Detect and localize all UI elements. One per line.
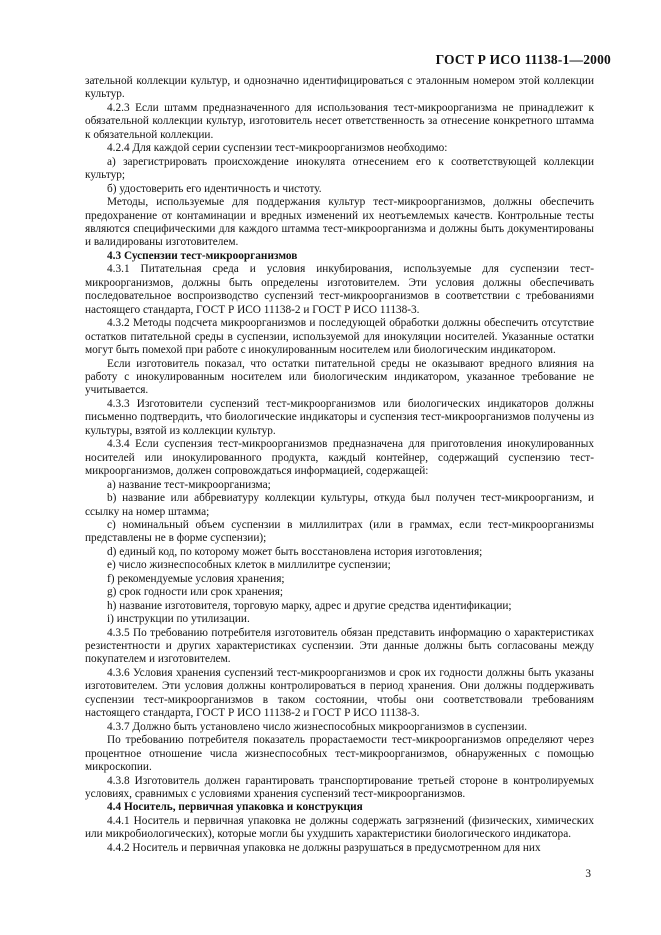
paragraph: 4.2.3 Если штамм предназначенного для использования тест-микроорганизма не принадлежит к обязательной коллекции культур, изготовитель несет ответственность за отнесение конкретного штамма к обязательной коллекции. — [85, 101, 594, 141]
paragraph: 4.3.7 Должно быть установлено число жизнеспособных микроорганизмов в суспензии. — [107, 720, 528, 733]
paragraph: d) единый код, по которому может быть восстановлена история изготовления; — [107, 545, 483, 558]
paragraph: 4.4.2 Носитель и первичная упаковка не должны разрушаться в предусмотренном для них — [107, 841, 541, 854]
paragraph: Методы, используемые для поддержания культур тест-микроорганизмов, должны обеспечить предохранение от контаминации и вредных изменений их неотъемлемых качеств. Контрольные тесты являются специфическими для каждого штамма тест-микроорганизма и должны быть документированы и валидированы изготовителем. — [85, 196, 594, 249]
paragraph: 4.3.4 Если суспензия тест-микроорганизмов предназначена для приготовления инокулированных носителей или инокулированного продукта, каждый контейнер, содержащий суспензию тест-микроорганизмов, должен сопровождаться информацией, содержащей: — [85, 438, 594, 478]
paragraph: По требованию потребителя показатель прорастаемости тест-микроорганизмов определяют через процентное отношение числа жизнеспособных тест-микроорганизмов, обнаруженных с помощью микроскопии. — [85, 734, 594, 774]
paragraph: е) число жизнеспособных клеток в миллилитре суспензии; — [107, 559, 391, 572]
paragraph: зательной коллекции культур, и однозначно идентифицироваться с эталонным номером этой коллекции культур. — [85, 75, 594, 101]
paragraph: а) зарегистрировать происхождение инокулята отнесением его к соответствующей коллекции культур; — [85, 155, 594, 182]
paragraph: f) рекомендуемые условия хранения; — [107, 572, 285, 585]
paragraph: 4.3.6 Условия хранения суспензий тест-микроорганизмов и срок их годности должны быть указаны изготовителем. Эти условия должны контролироваться в период хранения. Они должны поддерживать суспензии тест-микроорганизмов в таком состоянии, чтобы они соответствовали требованиям настоящего стандарта, ГОСТ Р ИСО 11138-2 и ГОСТ Р ИСО 11138-3. — [85, 666, 594, 720]
paragraph: а) название тест-микроорганизма; — [107, 478, 271, 491]
paragraph: h) название изготовителя, торговую марку, адрес и другие средства идентификации; — [107, 599, 512, 612]
paragraph: 4.3.3 Изготовители суспензий тест-микроорганизмов или биологических индикаторов должны письменно подтвердить, что биологические индикаторы и суспензия тест-микроорганизмов получены из культуры, взятой из коллекции культур. — [85, 397, 594, 437]
paragraph: 4.3.8 Изготовитель должен гарантировать транспортирование третьей стороне в контролируемых условиях, сравнимых с условиями хранения суспензий тест-микроорганизмов. — [85, 774, 594, 801]
paragraph: 4.3.1 Питательная среда и условия инкубирования, используемые для суспензии тест-микроорганизмов, должны быть определены изготовителем. Эти условия должны обеспечивать последовательное воспроизводство суспензий тест-микроорганизмов в соответствии с требованиями настоящего стандарта, ГОСТ Р ИСО 11138-2 и ГОСТ Р ИСО 11138-3. — [85, 263, 594, 316]
paragraph: 4.4.1 Носитель и первичная упаковка не должны содержать загрязнений (физических, химических или микробиологических), которые могли бы ухудшить характеристики биологического индикатора. — [85, 814, 594, 841]
paragraph: b) название или аббревиатуру коллекции культуры, откуда был получен тест-микроорганизм, и ссылку на номер штамма; — [85, 492, 594, 518]
section-heading: 4.3 Суспензии тест-микроорганизмов — [107, 249, 298, 262]
paragraph: 4.3.5 По требованию потребителя изготовитель обязан представить информацию о характеристиках резистентности и других характеристиках суспензии. Эти данные должны быть согласованы между покупателем и изготовителем. — [85, 626, 594, 666]
paragraph: 4.2.4 Для каждой серии суспензии тест-микроорганизмов необходимо: — [107, 142, 448, 155]
paragraph: 4.3.2 Методы подсчета микроорганизмов и последующей обработки должны обеспечить отсутствие остатков питательной среды в суспензии, используемой для инокуляции носителей. Указанные остатки могут быть помехой при работе с инокулированным носителем или биологическим индикатором. — [85, 317, 594, 357]
paragraph: g) срок годности или срок хранения; — [107, 586, 284, 599]
paragraph: Если изготовитель показал, что остатки питательной среды не оказывают вредного влияния на работу с инокулированным носителем или биологическим индикатором, указанное требование не учитывается. — [85, 357, 594, 397]
document-body — [85, 75, 594, 855]
section-heading: 4.4 Носитель, первичная упаковка и конструкция — [107, 801, 363, 814]
paragraph: с) номинальный объем суспензии в миллилитрах (или в граммах, если тест-микроорганизмы представлены не в форме суспензии); — [85, 518, 594, 545]
running-header: ГОСТ Р ИСО 11138-1—2000 — [435, 52, 611, 67]
paragraph: б) удостоверить его идентичность и чистоту. — [107, 182, 322, 195]
page-number: 3 — [585, 868, 591, 880]
paragraph: i) инструкции по утилизации. — [107, 613, 250, 626]
